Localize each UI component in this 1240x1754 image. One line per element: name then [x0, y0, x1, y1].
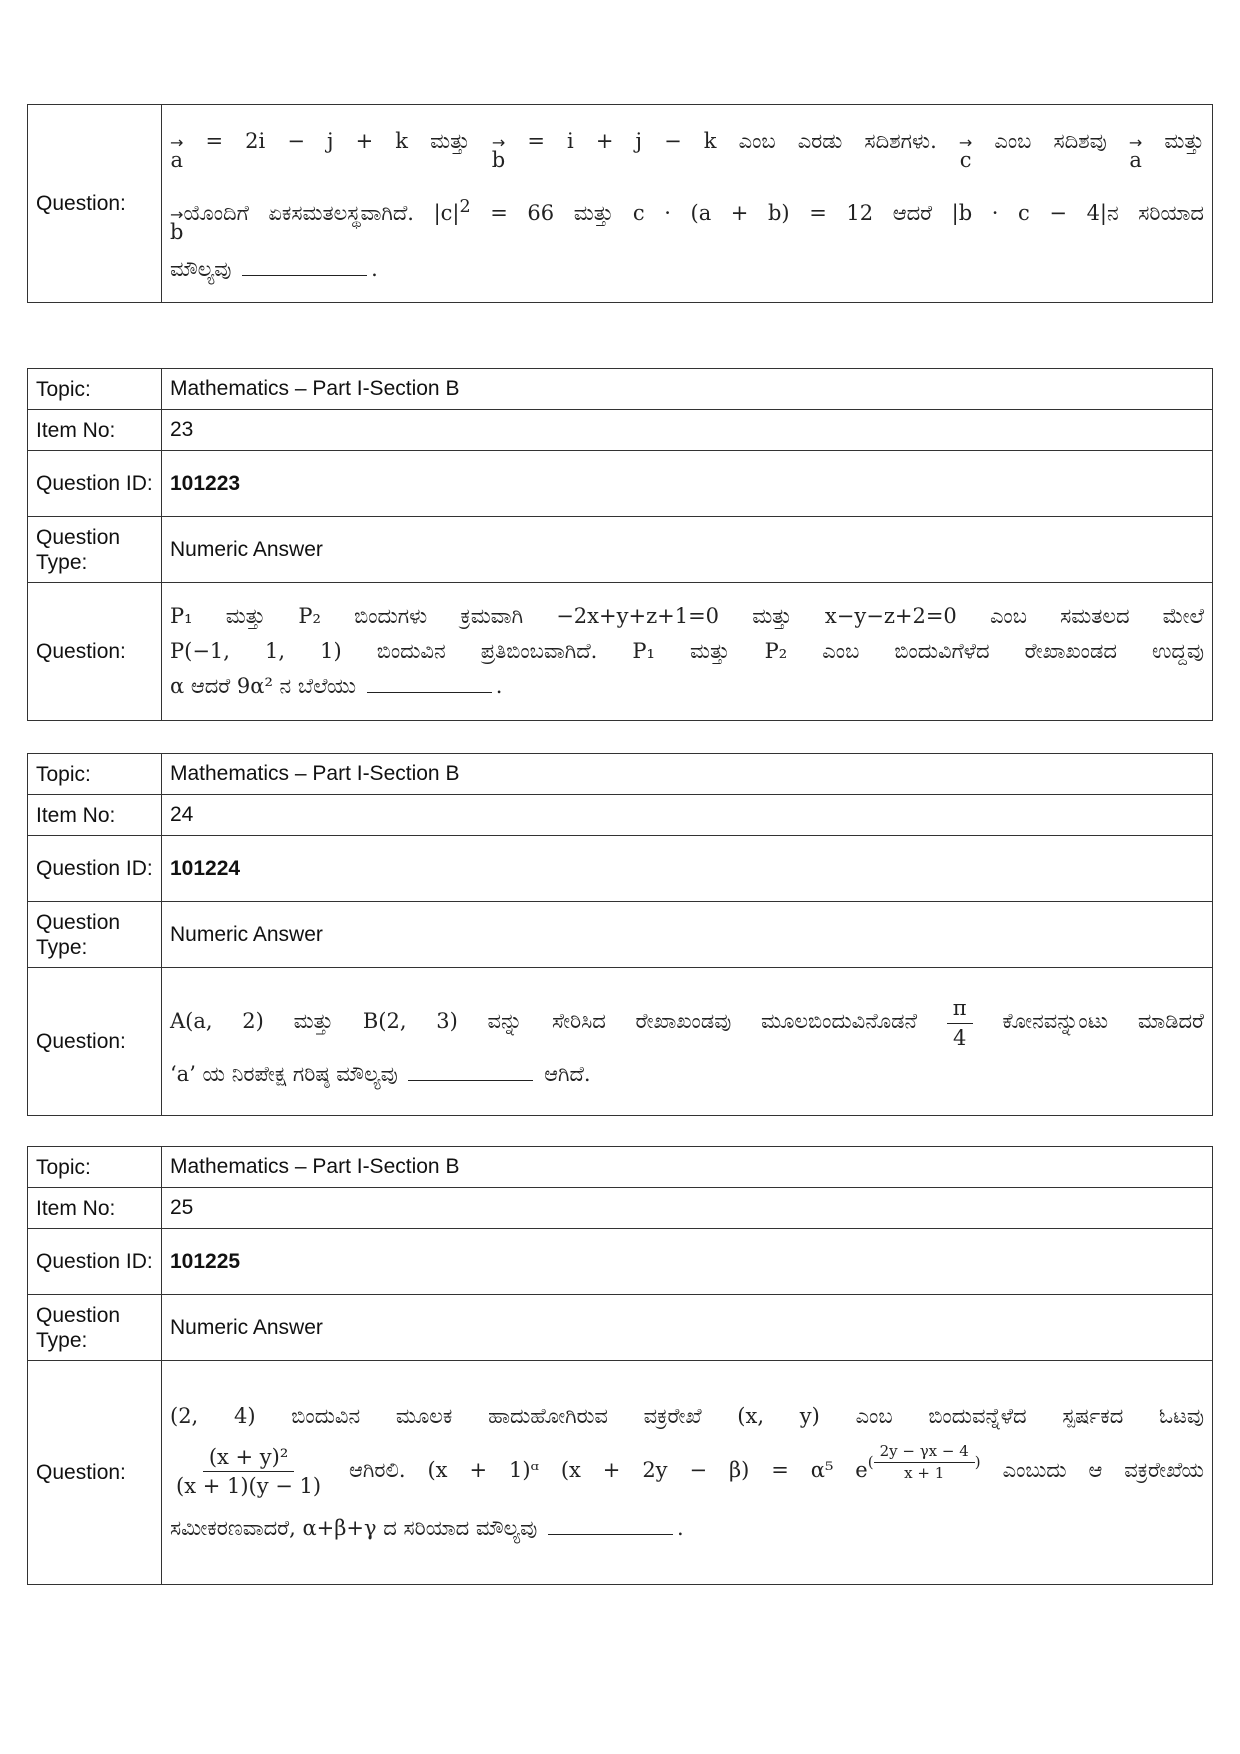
pi-over-4-fraction: $\frac{\pi}{4}$: [947, 996, 973, 1049]
vector-a: → a: [1128, 133, 1143, 172]
vector-b: → b: [170, 205, 184, 244]
question-id-value: 101224: [162, 836, 1213, 902]
item-no-label: Item No:: [28, 410, 162, 451]
item-no-value: 25: [162, 1188, 1213, 1229]
question-label: Question:: [28, 583, 162, 721]
exponent-fraction: $\frac{2y - \gamma x - 4}{x + 1}$: [874, 1443, 975, 1483]
item-no-label: Item No:: [28, 795, 162, 836]
vector-b: → b: [491, 133, 506, 172]
question-text: A(a, 2) ಮತ್ತು B(2, 3) ವನ್ನು ಸೇರಿಸಿದ ರೇಖಾಖಂಡವು ಮೂಲಬಿಂದುವಿನೊಡನೆ $\frac{\pi}{4}$ ಕೋನವನ್ನುಂಟು ಮಾಡಿದರೆ ‘a’ ಯ ನಿರಪೇಕ್ಷ ಗರಿಷ್ಠ ಮೌಲ್ಯವು ಆಗಿದೆ.: [162, 968, 1213, 1116]
question-block-22: [27, 104, 1213, 303]
question-type-label: Question Type:: [28, 1295, 162, 1361]
question-type-value: Numeric Answer: [162, 902, 1213, 968]
question-text: P₁ ಮತ್ತು P₂ ಬಿಂದುಗಳು ಕ್ರಮವಾಗಿ −2x+y+z+1=0 ಮತ್ತು x−y−z+2=0 ಎಂಬ ಸಮತಲದ ಮೇಲೆ P(−1, 1, 1) ಬಿಂದುವಿನ ಪ್ರತಿಬಿಂಬವಾಗಿದೆ. P₁ ಮತ್ತು P₂ ಎಂಬ ಬಿಂದುವಿಗೆಳೆದ ರೇಖಾಖಂಡದ ಉದ್ದವು α ಆದರೆ 9α² ನ ಬೆಲೆಯು .: [162, 583, 1213, 721]
subtangent-fraction: $\frac{\text{(x + y)²}}{(x + 1)(y - 1)}$: [176, 1444, 322, 1498]
question-block-24: [27, 753, 1213, 1116]
vector-c: → c: [958, 133, 973, 172]
item-no-label: Item No:: [28, 1188, 162, 1229]
question-type-value: Numeric Answer: [162, 1295, 1213, 1361]
vector-a: → a: [170, 133, 184, 172]
topic-value: Mathematics – Part I-Section B: [162, 1147, 1213, 1188]
question-label: Question:: [28, 1361, 162, 1585]
question-id-label: Question ID:: [28, 1229, 162, 1295]
question-id-label: Question ID:: [28, 836, 162, 902]
question-text: → a = 2i − j + k ಮತ್ತು → b = i + j − k ಎಂಬ ಎರಡು ಸದಿಶಗಳು. → c ಎಂಬ ಸದಿಶವು → a ಮತ್ತು → b ಯೊಂದಿಗೆ ಏಕಸಮತಲಸ್ಥವಾಗಿದೆ. $|c|^2 = 66$ ಮತ್ತು c · (a + b) = 12 ಆದರೆ |b · c − 4|ನ ಸರಿಯಾದ ಮೌಲ್ಯವು .: [162, 105, 1213, 303]
question-label: Question:: [28, 105, 162, 303]
answer-blank: [548, 1533, 673, 1535]
question-id-value: 101223: [162, 451, 1213, 517]
question-text: (2, 4) ಬಿಂದುವಿನ ಮೂಲಕ ಹಾದುಹೋಗಿರುವ ವಕ್ರರೇಖೆ (x, y) ಎಂಬ ಬಿಂದುವನ್ನೆಳೆದ ಸ್ಪರ್ಷಕದ ಓಟವು $\frac{\text{(x + y)²}}{(x + 1)(y - 1)}$ ಆಗಿರಲಿ. (x + 1)ᵅ (x + 2y − β) = α⁵ $e^{( \frac{2y - \gamma x - 4}{x + 1} )}$ ಎಂಬುದು ಆ ವಕ್ರರೇಖೆಯ ಸಮೀಕರಣವಾದರೆ, α+β+γ ದ ಸರಿಯಾದ ಮೌಲ್ಯವು .: [162, 1361, 1213, 1585]
question-block-25: [27, 1146, 1213, 1585]
answer-blank: [367, 691, 492, 693]
question-type-label: Question Type:: [28, 902, 162, 968]
question-type-label: Question Type:: [28, 517, 162, 583]
topic-label: Topic:: [28, 369, 162, 410]
question-label: Question:: [28, 968, 162, 1116]
answer-blank: [408, 1079, 533, 1081]
topic-label: Topic:: [28, 754, 162, 795]
topic-label: Topic:: [28, 1147, 162, 1188]
item-no-value: 23: [162, 410, 1213, 451]
question-id-value: 101225: [162, 1229, 1213, 1295]
question-id-label: Question ID:: [28, 451, 162, 517]
question-block-23: [27, 368, 1213, 721]
item-no-value: 24: [162, 795, 1213, 836]
topic-value: Mathematics – Part I-Section B: [162, 369, 1213, 410]
answer-blank: [242, 274, 367, 276]
question-type-value: Numeric Answer: [162, 517, 1213, 583]
topic-value: Mathematics – Part I-Section B: [162, 754, 1213, 795]
